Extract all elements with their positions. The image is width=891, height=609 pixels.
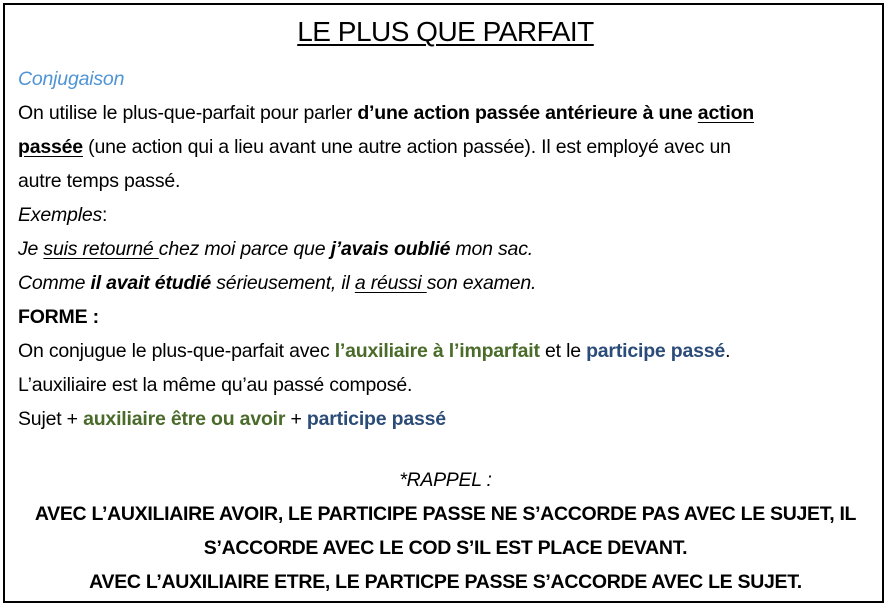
section-heading-line xyxy=(18,62,878,96)
page-title: LE PLUS QUE PARFAIT xyxy=(297,16,594,47)
rappel-line-2: S’ACCORDE AVEC LE COD S’IL EST PLACE DEVANT. xyxy=(203,537,688,559)
forme-heading: FORME : xyxy=(18,306,99,328)
forme-text-1c: et le xyxy=(539,340,587,362)
forme-line-2 xyxy=(18,368,878,402)
intro-line-2 xyxy=(18,130,878,164)
rappel-line-1: AVEC L’AUXILIAIRE AVOIR, LE PARTICIPE PASSE NE S’ACCORDE PAS AVEC LE SUJET, IL xyxy=(34,503,857,525)
examples-label-line xyxy=(18,198,878,232)
example-2-a: Comme xyxy=(18,272,91,294)
example-1-a: Je xyxy=(18,238,44,260)
rappel-line-3: AVEC L’AUXILIAIRE ETRE, LE PARTICPE PASSE S’ACCORDE AVEC LE SUJET. xyxy=(89,571,802,593)
example-2-verb-bold: il avait étudié xyxy=(90,272,212,294)
intro-text: On utilise le plus-que-parfait pour parler xyxy=(18,102,358,124)
example-2 xyxy=(18,266,878,300)
forme-line-3 xyxy=(18,402,878,436)
participe-passe-formula: participe passé xyxy=(306,408,446,430)
intro-text-3: autre temps passé. xyxy=(18,170,181,192)
example-1 xyxy=(18,232,878,266)
example-2-verb-underlined: a réussi xyxy=(354,272,427,294)
intro-text-2: (une action qui a lieu avant une autre action passée). Il est employé avec un xyxy=(82,136,731,158)
forme-heading-line xyxy=(18,300,878,334)
examples-colon: : xyxy=(102,204,108,226)
forme-text-3a: Sujet + xyxy=(18,408,84,430)
rappel-title: *RAPPEL : xyxy=(399,469,492,491)
intro-bold-underlined-2: passée xyxy=(18,136,83,158)
section-heading: Conjugaison xyxy=(18,68,125,90)
example-1-c: chez moi parce que xyxy=(158,238,331,260)
example-2-e: son examen. xyxy=(426,272,537,294)
forme-text-1a: On conjugue le plus-que-parfait avec xyxy=(18,340,335,362)
document-frame xyxy=(3,3,884,603)
example-2-c: sérieusement, il xyxy=(211,272,355,294)
document-body xyxy=(18,62,878,436)
intro-line-1 xyxy=(18,96,878,130)
auxiliaire-etre-avoir: auxiliaire être ou avoir xyxy=(83,408,286,430)
example-1-e: mon sac. xyxy=(450,238,533,260)
forme-text-3c: + xyxy=(285,408,307,430)
example-1-verb-underlined: suis retourné xyxy=(43,238,159,260)
participe-passe: participe passé xyxy=(586,340,726,362)
forme-line-1 xyxy=(18,334,878,368)
intro-bold-underlined: action xyxy=(697,102,755,124)
intro-bold: d’une action passée antérieure à une xyxy=(357,102,698,124)
rappel-box xyxy=(5,463,886,599)
example-1-verb-bold: j’avais oublié xyxy=(330,238,451,260)
auxiliaire-imparfait: l’auxiliaire à l’imparfait xyxy=(334,340,540,362)
intro-line-3 xyxy=(18,164,878,198)
forme-text-1e: . xyxy=(725,340,731,362)
examples-label: Exemples xyxy=(18,204,103,226)
forme-text-2: L’auxiliaire est la même qu’au passé composé. xyxy=(18,374,413,396)
